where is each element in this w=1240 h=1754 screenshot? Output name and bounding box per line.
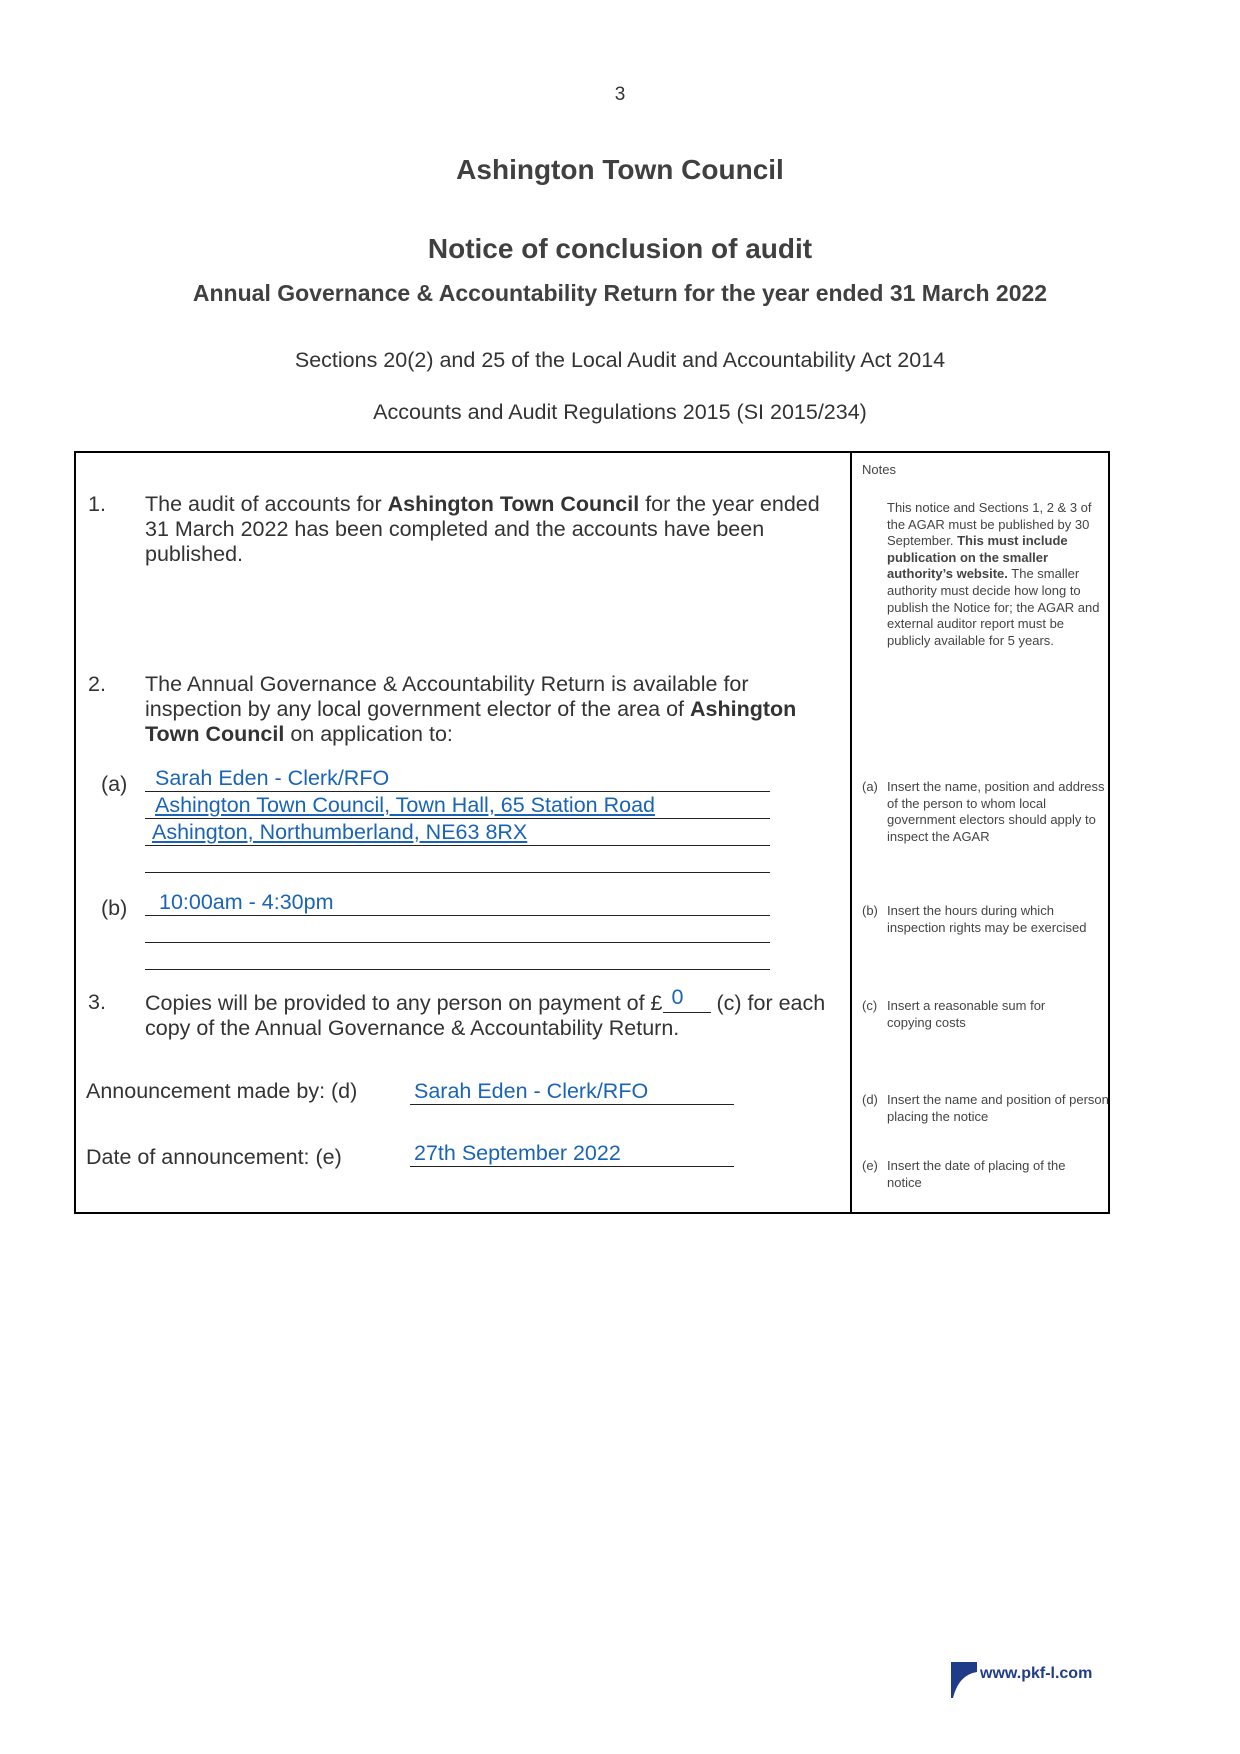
note-e-text: Insert the date of placing of the notice (887, 1158, 1066, 1190)
announcement-made-by-label: Announcement made by: (d) (86, 1079, 358, 1103)
note-e-label: (e) (862, 1158, 878, 1173)
page-number: 3 (614, 84, 626, 105)
pkf-logo-icon (951, 1662, 977, 1698)
notes-heading: Notes (862, 462, 896, 477)
notice-subtitle: Annual Governance & Accountability Return for the year ended 31 March 2022 (192, 280, 1048, 306)
field-a-line-1[interactable] (145, 768, 770, 792)
note-d-text: Insert the name and position of person placing the notice (887, 1092, 1109, 1124)
field-b-line-3[interactable] (145, 946, 770, 970)
note-b-text: Insert the hours during which inspection rights may be exercised (887, 903, 1087, 935)
item-1-number: 1. (88, 492, 106, 516)
council-title: Ashington Town Council (456, 154, 784, 185)
note-a-label: (a) (862, 779, 878, 794)
item-2-number: 2. (88, 672, 106, 696)
note-b-label: (b) (862, 903, 878, 918)
note-a-text: Insert the name, position and address of the person to whom local government electors should apply to inspect the AGAR (887, 779, 1105, 844)
field-a-line-2[interactable] (145, 795, 770, 819)
field-a-name: Sarah Eden - Clerk/RFO (155, 766, 390, 790)
field-b-line-1[interactable] (145, 892, 770, 916)
field-a-label: (a) (101, 772, 128, 796)
note-c-text: Insert a reasonable sum for copying costs (887, 998, 1046, 1030)
payment-amount-field[interactable] (663, 985, 711, 1013)
item-3-number: 3. (88, 990, 106, 1014)
field-a-line-3[interactable] (145, 822, 770, 846)
field-b-label: (b) (101, 896, 128, 920)
announcement-made-by-value: Sarah Eden - Clerk/RFO (414, 1079, 649, 1103)
announcement-made-by-field[interactable] (410, 1081, 734, 1105)
footer-url[interactable]: www.pkf-l.com (980, 1665, 1093, 1682)
item-2-text: The Annual Governance & Accountability Return is available for inspection by any local government elector of the area of Ashington Town Council on application to: (145, 672, 797, 746)
item-3-text: Copies will be provided to any person on payment of £ 0 (c) for each copy of the Annual Governance & Accountability Return. (145, 985, 826, 1040)
field-b-line-2[interactable] (145, 919, 770, 943)
announcement-date-label: Date of announcement: (e) (86, 1145, 342, 1169)
field-b-hours: 10:00am - 4:30pm (159, 890, 334, 914)
item-1-text: The audit of accounts for Ashington Town Council for the year ended 31 March 2022 has been completed and the accounts have been published. (145, 492, 820, 566)
note-c-label: (c) (862, 998, 878, 1013)
notes-column-divider (850, 451, 852, 1214)
field-a-line-4[interactable] (145, 849, 770, 873)
announcement-made-by-line (410, 1081, 734, 1105)
announcement-date-line (410, 1143, 734, 1167)
field-b-lines (145, 892, 770, 970)
legal-reference-act: Sections 20(2) and 25 of the Local Audit and Accountability Act 2014 (294, 348, 946, 372)
notes-main: This notice and Sections 1, 2 & 3 of the AGAR must be published by 30 September. This must include publication on the smaller authority’s website. The smaller authority must decide how long to publish the Notice for; the AGAR and external auditor report must be publicly available for 5 years. (887, 500, 1100, 648)
announcement-date-value: 27th September 2022 (414, 1141, 621, 1165)
field-a-address-2: Ashington, Northumberland, NE63 8RX (152, 820, 528, 844)
notice-title: Notice of conclusion of audit (427, 233, 813, 264)
announcement-date-field[interactable] (410, 1143, 734, 1167)
field-a-lines (145, 768, 770, 873)
field-a-address-1: Ashington Town Council, Town Hall, 65 Station Road (155, 793, 655, 817)
payment-amount: 0 (671, 985, 684, 1009)
note-d-label: (d) (862, 1092, 878, 1107)
legal-reference-regulations: Accounts and Audit Regulations 2015 (SI 2015/234) (373, 400, 867, 424)
